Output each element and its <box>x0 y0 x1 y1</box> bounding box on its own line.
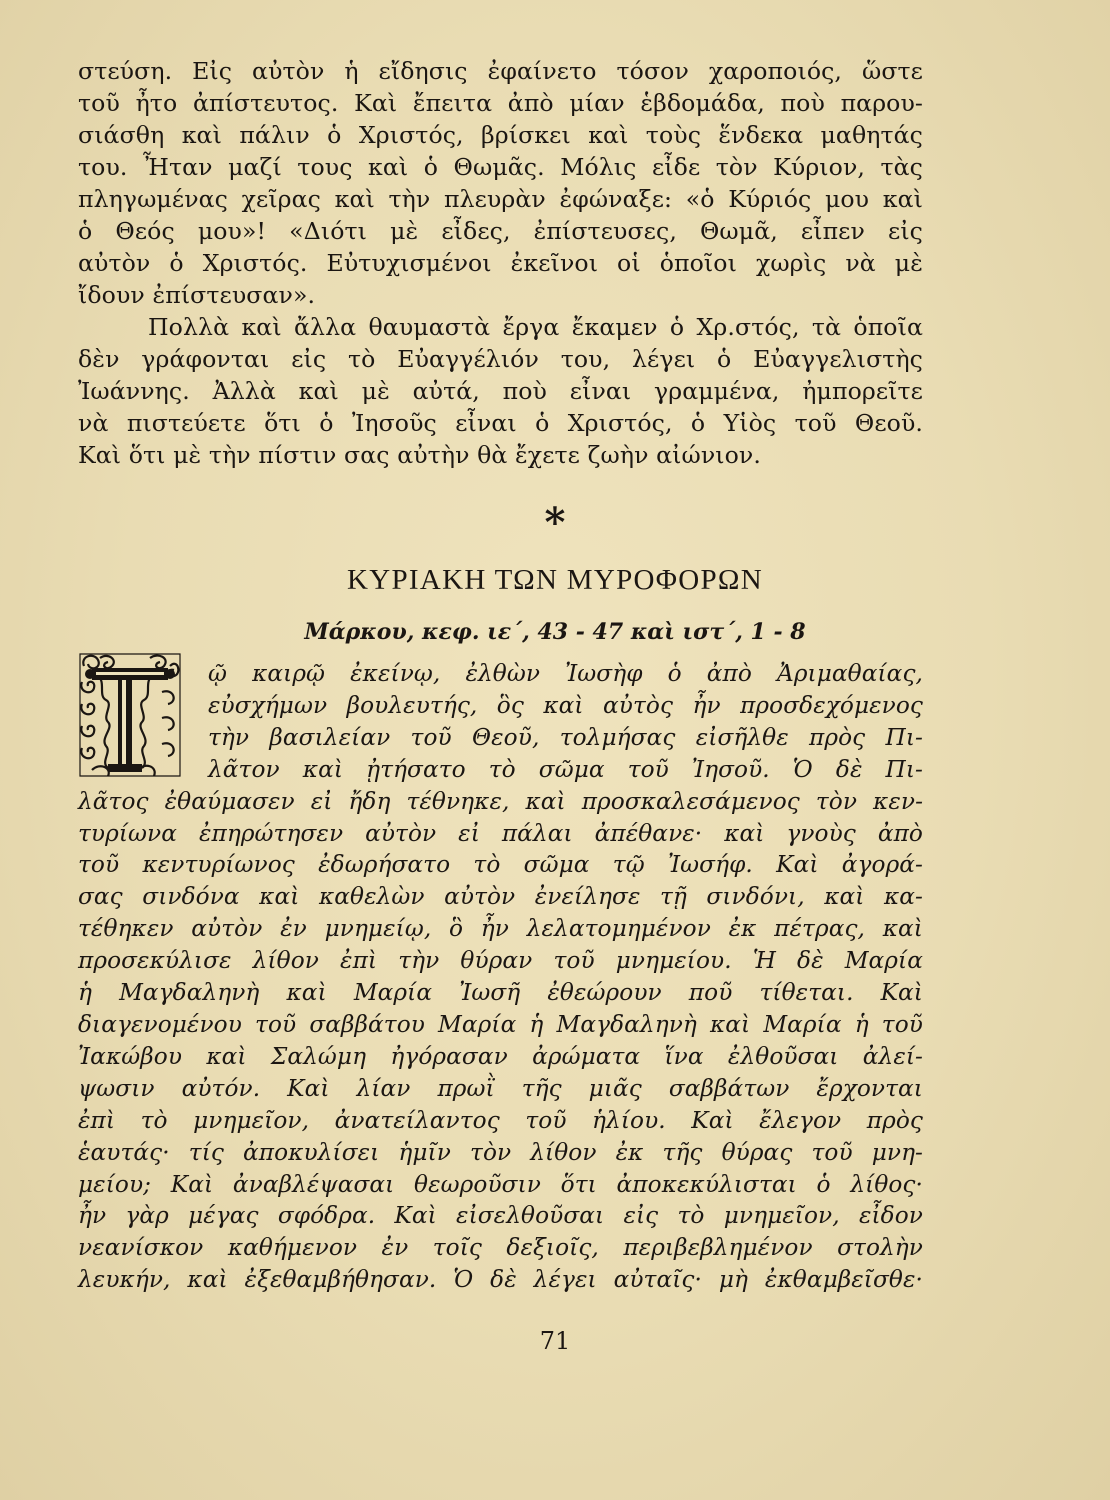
text-line: νεανίσκον καθήμενον ἐν τοῖς δεξιοῖς, περιβεβλημένον στολὴν <box>78 1234 923 1262</box>
text-line: νὰ πιστεύετε ὅτι ὁ Ἰησοῦς εἶναι ὁ Χριστός, ὁ Υἱὸς τοῦ Θεοῦ. <box>78 409 923 437</box>
text-line: τυρίωνα ἐπηρώτησεν αὐτὸν εἰ πάλαι ἀπέθανε· καὶ γνοὺς ἀπὸ <box>78 819 923 847</box>
text-line: ἴδουν ἐπίστευσαν». <box>78 281 316 309</box>
text-line: τοῦ ἦτο ἀπίστευτος. Καὶ ἔπειτα ἀπὸ μίαν ἑβδομάδα, ποὺ παρου- <box>78 89 923 117</box>
text-line: ψωσιν αὐτόν. Καὶ λίαν πρωῒ τῆς μιᾶς σαββάτων ἔρχονται <box>78 1074 923 1102</box>
text-line: σιάσθη καὶ πάλιν ὁ Χριστός, βρίσκει καὶ τοὺς ἕνδεκα μαθητάς <box>78 121 923 149</box>
paragraph <box>78 311 923 471</box>
text-line: δὲν γράφονται εἰς τὸ Εὐαγγέλιόν του, λέγει ὁ Εὐαγγελιστὴς <box>78 345 923 373</box>
text-line: διαγενομένου τοῦ σαββάτου Μαρία ἡ Μαγδαληνὴ καὶ Μαρία ἡ τοῦ <box>78 1010 923 1038</box>
text-line: ἡ Μαγδαληνὴ καὶ Μαρία Ἰωσῆ ἐθεώρουν ποῦ τίθεται. Καὶ <box>78 979 923 1007</box>
section-separator: * <box>544 499 566 546</box>
text-line: Καὶ ὅτι μὲ τὴν πίστιν σας αὐτὴν θὰ ἔχετε ζωὴν αἰώνιον. <box>78 441 761 469</box>
text-line: Πολλὰ καὶ ἄλλα θαυμαστὰ ἔργα ἔκαμεν ὁ Χρ.στός, τὰ ὁποῖα <box>148 313 923 341</box>
text-line: του. Ἦταν μαζί τους καὶ ὁ Θωμᾶς. Μόλις εἶδε τὸν Κύριον, τὰς <box>78 153 923 181</box>
text-line: πληγωμένας χεῖρας καὶ τὴν πλευρὰν ἐφώναξε: «ὁ Κύριός μου καὶ <box>78 185 923 213</box>
section-heading: ΚΥΡΙΑΚΗ ΤΩΝ ΜΥΡΟΦΟΡΩΝ <box>346 564 764 596</box>
text-line: μείου; Καὶ ἀναβλέψασαι θεωροῦσιν ὅτι ἀποκεκύλισται ὁ λίθος· <box>78 1170 923 1198</box>
text-line: τὴν βασιλείαν τοῦ Θεοῦ, τολμήσας εἰσῆλθε πρὸς Πι- <box>208 723 923 751</box>
text-line: Ἰωάννης. Ἀλλὰ καὶ μὲ αὐτά, ποὺ εἶναι γραμμένα, ἠμπορεῖτε <box>78 377 923 405</box>
text-line: εὐσχήμων βουλευτής, ὃς καὶ αὐτὸς ἦν προσδεχόμενος <box>208 691 923 719</box>
text-line: ἦν γὰρ μέγας σφόδρα. Καὶ εἰσελθοῦσαι εἰς τὸ μνημεῖον, εἶδον <box>78 1202 923 1230</box>
text-line: στεύση. Εἰς αὐτὸν ἡ εἴδησις ἐφαίνετο τόσον χαροποιός, ὥστε <box>78 57 923 85</box>
text-line: προσεκύλισε λίθον ἐπὶ τὴν θύραν τοῦ μνημείου. Ἡ δὲ Μαρία <box>78 947 923 975</box>
scripture-reference: Μάρκου, κεφ. ιε΄, 43 - 47 καὶ ιστ΄, 1 - 8 <box>304 619 806 645</box>
text-line: λᾶτον καὶ ᾐτήσατο τὸ σῶμα τοῦ Ἰησοῦ. Ὁ δὲ Πι- <box>208 755 923 783</box>
text-line: λᾶτος ἐθαύμασεν εἰ ἤδη τέθνηκε, καὶ προσκαλεσάμενος τὸν κεν- <box>78 787 923 815</box>
text-line: τέθηκεν αὐτὸν ἐν μνημείῳ, ὃ ἦν λελατομημένον ἐκ πέτρας, καὶ <box>78 915 923 943</box>
text-line: λευκήν, καὶ ἐξεθαμβήθησαν. Ὁ δὲ λέγει αὐταῖς· μὴ ἐκθαμβεῖσθε· <box>78 1266 923 1294</box>
text-line: αὐτὸν ὁ Χριστός. Εὐτυχισμένοι ἐκεῖνοι οἱ ὁποῖοι χωρὶς νὰ μὲ <box>78 249 923 277</box>
paragraph <box>78 55 923 311</box>
text-line: ῷ καιρῷ ἐκείνῳ, ἐλθὼν Ἰωσὴφ ὁ ἀπὸ Ἀριμαθαίας, <box>208 660 923 687</box>
text-line: ὁ Θεός μου»! «Διότι μὲ εἶδες, ἐπίστευσες, Θωμᾶ, εἶπεν εἰς <box>78 217 923 245</box>
text-line: σας σινδόνα καὶ καθελὼν αὐτὸν ἐνείλησε τῇ σινδόνι, καὶ κα- <box>78 883 923 911</box>
text-line: τοῦ κεντυρίωνος ἐδωρήσατο τὸ σῶμα τῷ Ἰωσήφ. Καὶ ἀγορά- <box>78 851 923 879</box>
text-line: ἑαυτάς· τίς ἀποκυλίσει ἡμῖν τὸν λίθον ἐκ τῆς θύρας τοῦ μνη- <box>78 1138 923 1166</box>
text-line: ἐπὶ τὸ μνημεῖον, ἀνατείλαντος τοῦ ἡλίου. Καὶ ἔλεγον πρὸς <box>78 1106 923 1134</box>
text-line: Ἰακώβου καὶ Σαλώμη ἠγόρασαν ἀρώματα ἵνα ἐλθοῦσαι ἀλεί- <box>78 1042 923 1070</box>
gospel-text <box>78 658 923 1296</box>
page-number: 71 <box>539 1327 571 1355</box>
previous-section-text <box>78 55 923 471</box>
